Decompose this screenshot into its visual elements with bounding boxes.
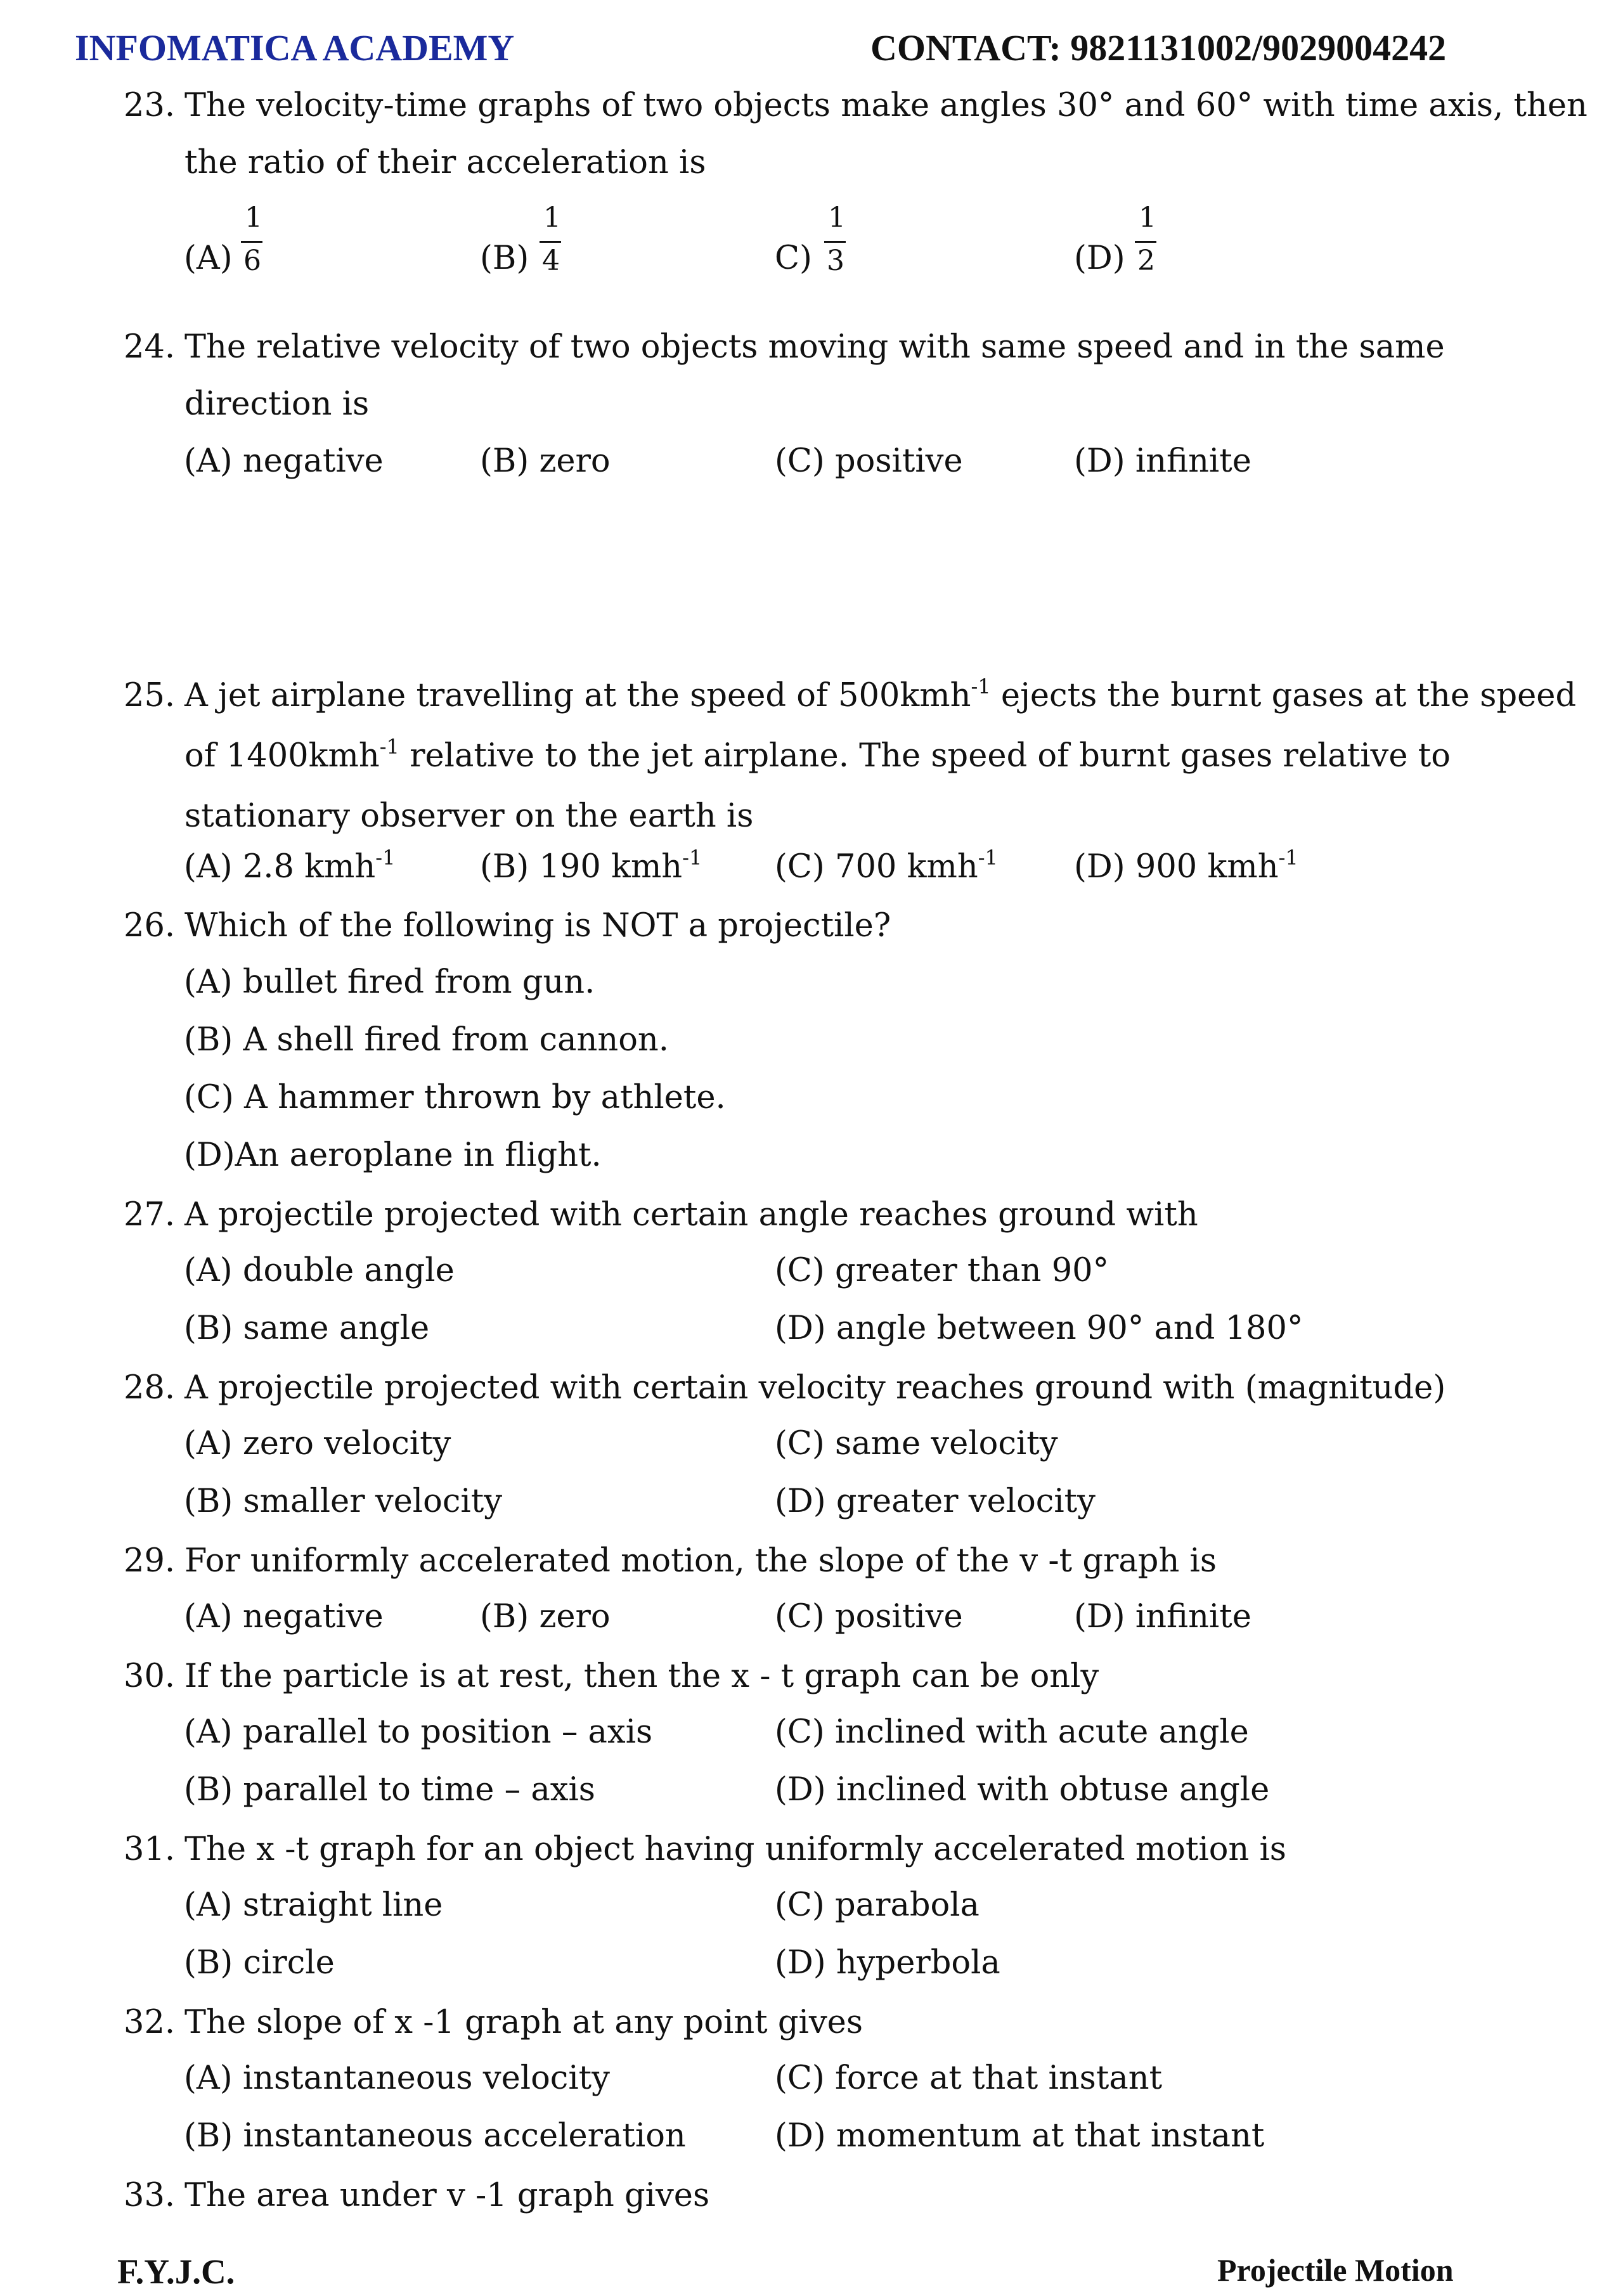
question-number: 32. (124, 2004, 176, 2041)
academy-name: INFOMATICA ACADEMY (75, 27, 515, 68)
question-text: A projectile projected with certain velocity reaches ground with (magnitude) (184, 1369, 1446, 1407)
question-number: 30. (124, 1658, 176, 1695)
fraction-bar (824, 241, 846, 243)
option-a: (A) negative (184, 442, 384, 480)
class-label: F.Y.J.C. (117, 2252, 235, 2291)
option-c: (C) positive (775, 1598, 963, 1635)
option-c: (C) force at that instant (775, 2060, 1163, 2097)
question-number: 24. (124, 328, 176, 366)
question-text: A projectile projected with certain angle reaches ground with (184, 1196, 1198, 1234)
option-d: (D) hyperbola (775, 1944, 1000, 1982)
question-number: 28. (124, 1369, 176, 1407)
question-text: Which of the following is NOT a projectile? (184, 907, 891, 945)
question-number: 25. (124, 677, 176, 714)
question-text: The x -t graph for an object having uniformly accelerated motion is (184, 1831, 1286, 1868)
option-c: (C) A hammer thrown by athlete. (184, 1079, 726, 1116)
contact-info: CONTACT: 9821131002/9029004242 (870, 27, 1447, 68)
option-b: (B) circle (184, 1944, 335, 1982)
option-d: (D) infinite (1074, 1598, 1251, 1635)
option-b: (B) parallel to time – axis (184, 1771, 595, 1809)
option-a: (A) parallel to position – axis (184, 1713, 653, 1751)
question-number: 26. (124, 907, 176, 945)
option-d: (D) greater velocity (775, 1483, 1096, 1520)
option-b: (B) instantaneous acceleration (184, 2117, 686, 2155)
page-footer (117, 2252, 1480, 2296)
page-header (75, 27, 1470, 77)
question-number: 33. (124, 2177, 176, 2214)
option-c: (C) same velocity (775, 1425, 1058, 1462)
question-text: A jet airplane travelling at the speed of 500kmh$^{-1}$ ejects the burnt gases at the speed of 1400kmh$^{-1}$ relative to the jet airplane. The speed of burnt gases relative to stationary observer on the earth is (184, 674, 1577, 835)
question-number: 29. (124, 1542, 176, 1580)
chapter-title: Projectile Motion (1217, 2252, 1454, 2288)
option-c: (C) 700 kmh$^{-1}$ (775, 846, 998, 886)
option-b: (B) zero (480, 442, 611, 480)
option-d: (D) infinite (1074, 442, 1251, 480)
option-a: (A) straight line (184, 1886, 443, 1924)
option-a: (A) zero velocity (184, 1425, 451, 1462)
question-number: 27. (124, 1196, 176, 1234)
question-text: For uniformly accelerated motion, the slope of the v -t graph is (184, 1542, 1217, 1580)
question-text: The slope of x -1 graph at any point gives (184, 2004, 863, 2041)
option-b: (B) 190 kmh$^{-1}$ (480, 846, 702, 886)
option-b: (B) zero (480, 1598, 611, 1635)
option-a: (A) instantaneous velocity (184, 2060, 610, 2097)
option-c: (C) parabola (775, 1886, 980, 1924)
fraction-bar (1135, 241, 1156, 243)
question-number: 23. (124, 87, 176, 124)
option-d: (D) momentum at that instant (775, 2117, 1265, 2155)
option-d: (D) inclined with obtuse angle (775, 1771, 1270, 1809)
question-text: The area under v -1 graph gives (184, 2177, 710, 2214)
option-b: (B) same angle (184, 1310, 430, 1347)
fraction-bar (540, 241, 561, 243)
option-b: (B) smaller velocity (184, 1483, 503, 1520)
question-text: The velocity-time graphs of two objects make angles 30° and 60° with time axis, then the ratio of their acceleration is (184, 87, 1587, 181)
option-a: (A) 2.8 kmh$^{-1}$ (184, 846, 396, 886)
option-b: (B) A shell fired from cannon. (184, 1021, 669, 1059)
option-d: (D) 900 kmh$^{-1}$ (1074, 846, 1298, 886)
question-text: The relative velocity of two objects moving with same speed and in the same direction is (184, 328, 1445, 423)
option-a: (A) bullet fired from gun. (184, 964, 595, 1001)
question-text: If the particle is at rest, then the x - t graph can be only (184, 1658, 1099, 1695)
question-number: 31. (124, 1831, 176, 1868)
option-a: (A) double angle (184, 1252, 455, 1289)
option-c: (C) positive (775, 442, 963, 480)
option-d: (D)An aeroplane in flight. (184, 1137, 602, 1174)
fraction-bar (241, 241, 262, 243)
option-a: (A) negative (184, 1598, 384, 1635)
option-c: (C) greater than 90° (775, 1252, 1109, 1289)
option-c: (C) inclined with acute angle (775, 1713, 1249, 1751)
option-d: (D) angle between 90° and 180° (775, 1310, 1303, 1347)
